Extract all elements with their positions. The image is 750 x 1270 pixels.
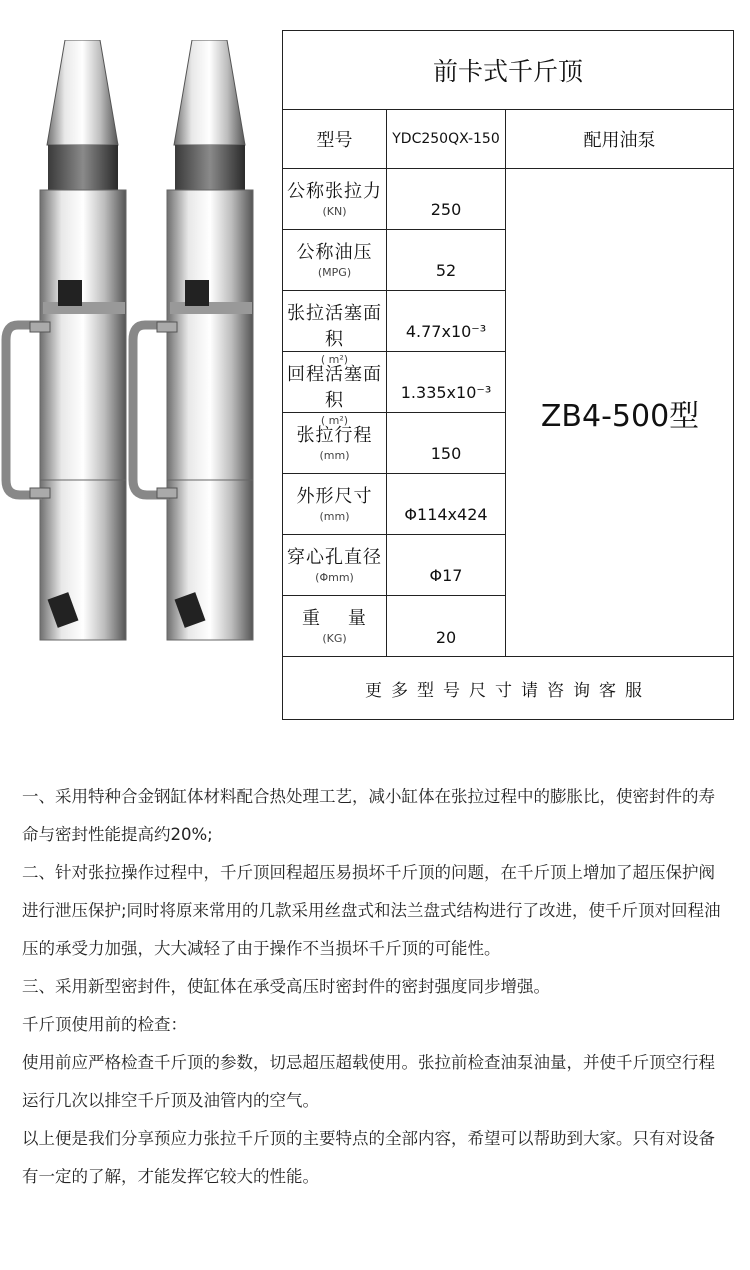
spec-row-value: 250	[430, 200, 462, 219]
paragraph: 使用前应严格检查千斤顶的参数，切忌超压超载使用。张拉前检查油泵油量，并使千斤顶空行程运行几次以排空千斤顶及油管内的空气。	[22, 1053, 715, 1110]
spec-row-unit: ( m²)	[320, 353, 349, 366]
spec-row-pressure	[283, 230, 505, 291]
spec-row-name: 回程活塞面积	[287, 364, 382, 411]
spec-row-weight	[283, 596, 505, 657]
paragraph: 一、采用特种合金钢缸体材料配合热处理工艺，减小缸体在张拉过程中的膨胀比，使密封件的寿命与密封性能提高约20%;	[22, 787, 715, 844]
spec-row-unit: (KN)	[322, 205, 347, 218]
spec-row-value: Φ114x424	[404, 505, 488, 524]
spec-row-name: 张拉活塞面积	[287, 303, 382, 350]
model-value: YDC250QX-150	[387, 109, 505, 169]
spec-row-name: 外形尺寸	[296, 486, 373, 507]
spec-row-dimensions	[283, 474, 505, 535]
spec-table	[282, 30, 734, 720]
feature-description	[22, 778, 730, 1196]
paragraph: 千斤顶使用前的检查：	[22, 1015, 187, 1034]
spec-row-name: 穿心孔直径	[287, 547, 382, 568]
spec-row-value: 1.335x10⁻³	[400, 383, 492, 402]
model-header-label: 型号	[283, 109, 387, 169]
spec-row-name: 公称油压	[296, 242, 373, 263]
spec-row-unit: (KG)	[322, 632, 347, 645]
spec-row-return-area	[283, 352, 505, 427]
pump-model: ZB4-500型	[505, 169, 734, 657]
spec-row-bore	[283, 535, 505, 596]
spec-row-unit: (MPG)	[317, 266, 352, 279]
spec-table-title: 前卡式千斤顶	[283, 31, 733, 110]
jack-product-image	[0, 40, 275, 660]
paragraph: 以上便是我们分享预应力张拉千斤顶的主要特点的全部内容，希望可以帮助到大家。只有对设备有一定的了解，才能发挥它较大的性能。	[22, 1129, 715, 1186]
spec-row-unit: ( m²)	[320, 414, 349, 427]
spec-row-force	[283, 169, 505, 230]
spec-row-tension-area	[283, 291, 505, 366]
spec-row-unit: (mm)	[319, 510, 350, 523]
spec-row-value: 150	[430, 444, 462, 463]
spec-row-value: 4.77x10⁻³	[405, 322, 487, 341]
spec-row-name: 张拉行程	[296, 425, 373, 446]
spec-row-name: 公称张拉力	[287, 181, 382, 202]
spec-row-value: 20	[435, 628, 457, 647]
spec-row-unit: (Φmm)	[315, 571, 354, 584]
spec-row-value: Φ17	[429, 566, 463, 585]
spec-row-value: 52	[435, 261, 457, 280]
paragraph: 三、采用新型密封件，使缸体在承受高压时密封件的密封强度同步增强。	[22, 977, 550, 996]
paragraph: 二、针对张拉操作过程中，千斤顶回程超压易损坏千斤顶的问题，在千斤顶上增加了超压保护阀进行泄压保护;同时将原来常用的几款采用丝盘式和法兰盘式结构进行了改进，使千斤顶对回程油压的承受力加强，大大减轻了由于操作不当损坏千斤顶的可能性。	[22, 863, 721, 958]
spec-row-unit: (mm)	[319, 449, 350, 462]
table-footer-note: 更多型号尺寸请咨询客服	[283, 656, 733, 719]
spec-row-name: 重 量	[302, 608, 367, 629]
pump-header: 配用油泵	[505, 109, 733, 169]
spec-row-stroke	[283, 413, 505, 474]
